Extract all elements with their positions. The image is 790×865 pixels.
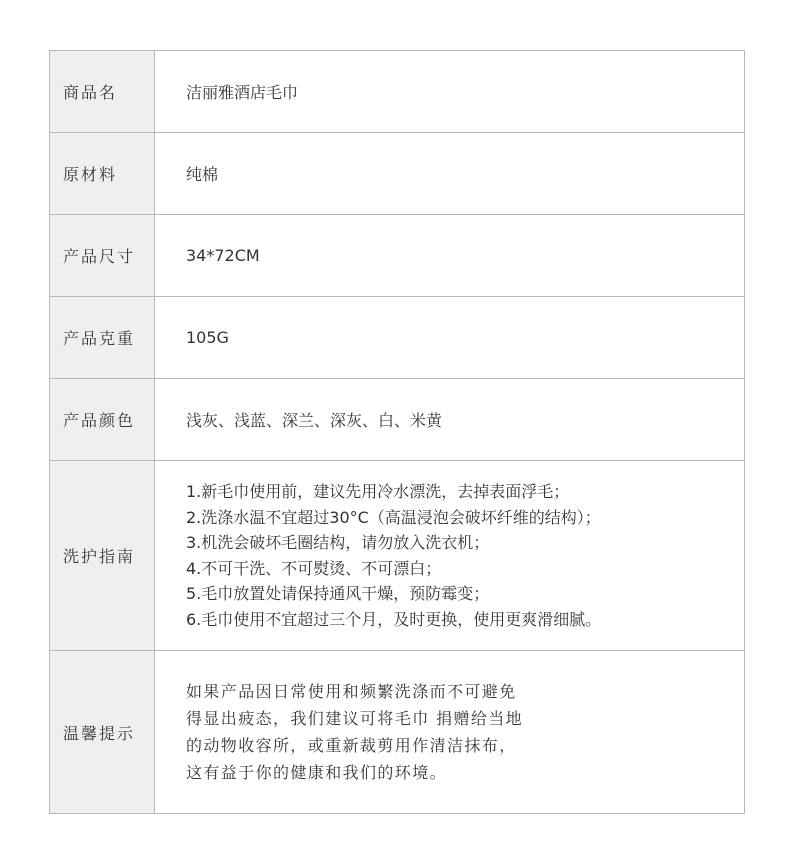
tips-line: 这有益于你的健康和我们的环境。: [186, 763, 448, 782]
value-size: 34*72CM: [186, 246, 260, 265]
value-color: 浅灰、浅蓝、深兰、深灰、白、米黄: [186, 411, 443, 430]
care-line: 5.毛巾放置处请保持通风干燥，预防霉变；: [186, 584, 490, 603]
label-material: 原材料: [50, 133, 155, 214]
label-size: 产品尺寸: [50, 215, 155, 296]
row-product-name: [50, 51, 744, 133]
care-guide-list: [186, 479, 601, 632]
value-product-name: 洁丽雅酒店毛巾: [186, 83, 299, 102]
row-tips: [50, 651, 744, 813]
row-color: [50, 379, 744, 461]
row-material: [50, 133, 744, 215]
value-weight: 105G: [186, 328, 229, 347]
care-line: 6.毛巾使用不宜超过三个月，及时更换，使用更爽滑细腻。: [186, 609, 602, 629]
value-material: 纯棉: [186, 165, 219, 184]
value-tips: [155, 651, 744, 813]
label-product-name: 商品名: [50, 51, 155, 132]
product-spec-table: [49, 50, 745, 814]
value-care-guide: [155, 461, 744, 650]
care-line: 3.机洗会破坏毛圈结构，请勿放入洗衣机；: [186, 533, 490, 552]
row-weight: [50, 297, 744, 379]
tips-line: 的动物收容所，或重新裁剪用作清洁抹布，: [186, 736, 517, 755]
label-weight: 产品克重: [50, 297, 155, 378]
label-tips: 温馨提示: [50, 651, 155, 813]
care-line: 2.洗涤水温不宜超过30°C（高温浸泡会破坏纤维的结构）；: [186, 507, 601, 527]
row-size: [50, 215, 744, 297]
tips-paragraph: [186, 678, 523, 786]
label-care-guide: 洗护指南: [50, 461, 155, 650]
row-care-guide: [50, 461, 744, 651]
tips-line: 如果产品因日常使用和频繁洗涤而不可避免: [186, 682, 517, 701]
tips-line: 得显出疲态，我们建议可将毛巾 捐赠给当地: [186, 709, 524, 728]
care-line: 4.不可干洗、不可熨烫、不可漂白；: [186, 558, 442, 578]
label-color: 产品颜色: [50, 379, 155, 460]
care-line: 1.新毛巾使用前，建议先用冷水漂洗，去掉表面浮毛；: [186, 482, 570, 501]
